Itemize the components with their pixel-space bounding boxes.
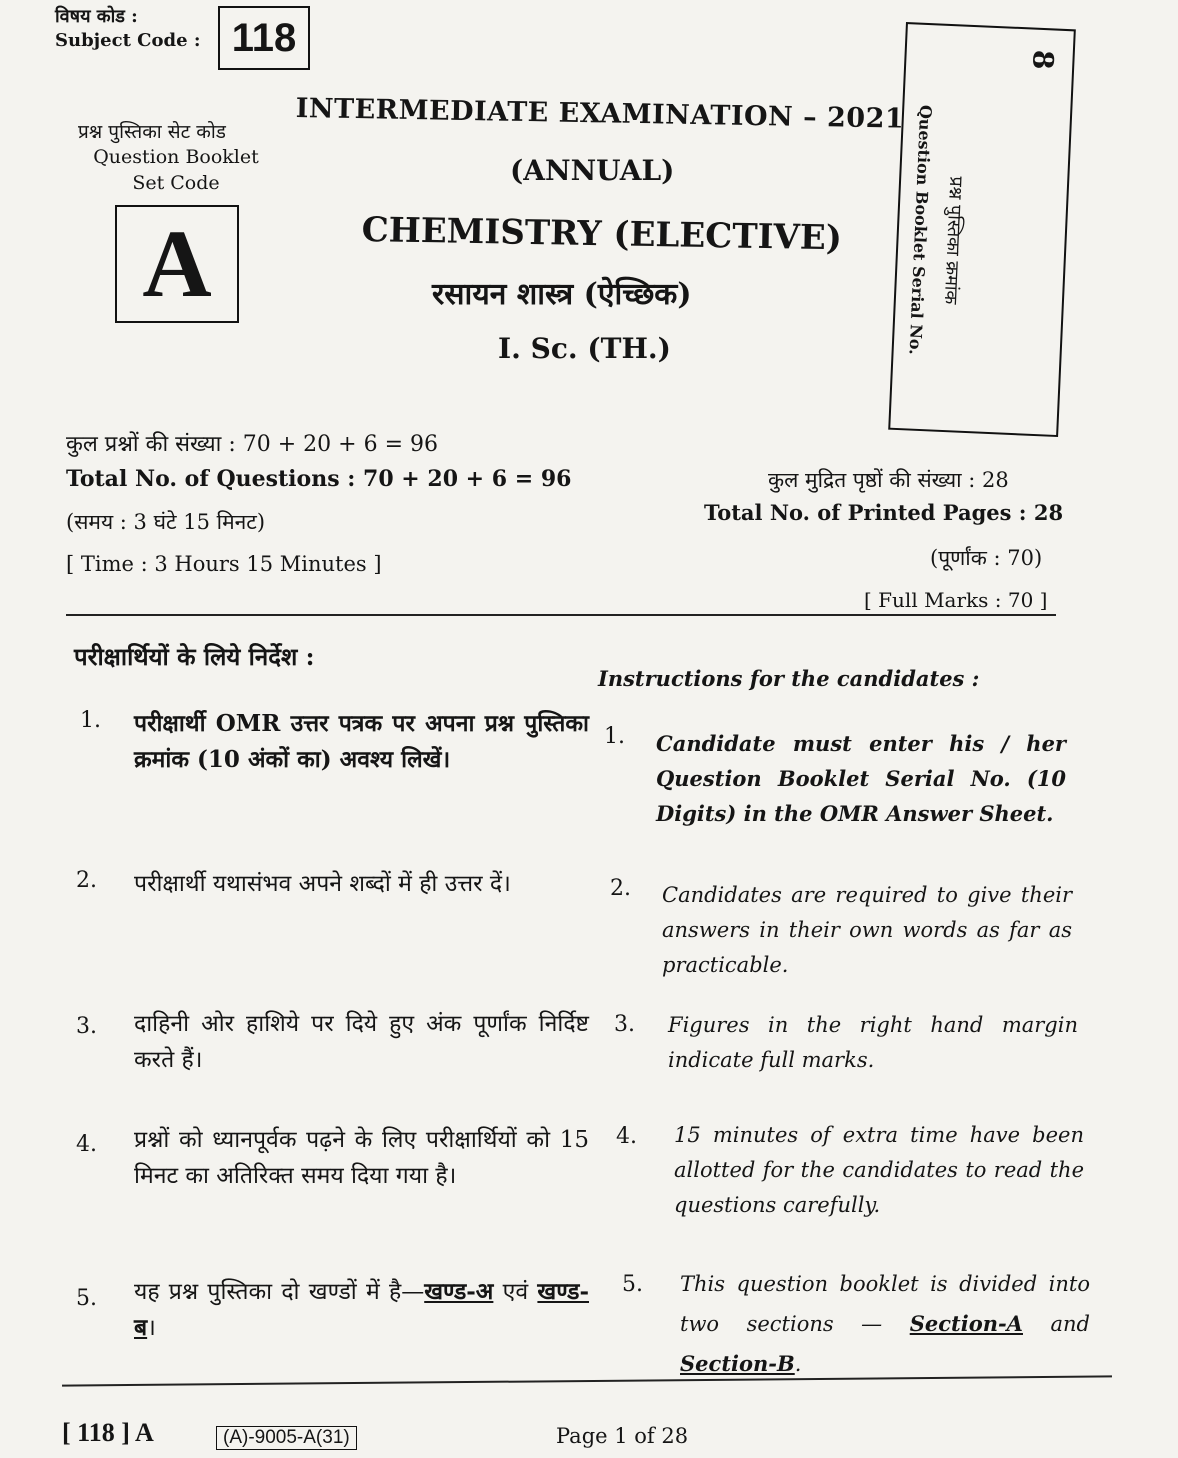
- item-number: 2.: [76, 868, 97, 893]
- printed-pages-hi: कुल मुद्रित पृष्ठों की संख्या : 28: [768, 468, 1009, 492]
- section-a-label-hi: खण्ड-अ: [424, 1278, 494, 1305]
- instruction-en-4: 15 minutes of extra time have been allotted for the candidates to read the questions carefully.: [674, 1123, 1084, 1217]
- instruction-en-1: Candidate must enter his / her Question Booklet Serial No. (10 Digits) in the OMR Answer Sheet.: [656, 731, 1066, 826]
- set-code-label-line2: Set Code: [132, 172, 220, 194]
- item-number: 4.: [616, 1124, 637, 1149]
- item-number: 5.: [622, 1272, 643, 1297]
- section-a-label: Section-A: [909, 1311, 1023, 1336]
- section-b-label-hi: खण्ड-ब: [134, 1278, 589, 1341]
- total-questions: Total No. of Questions : 70 + 20 + 6 = 96: [66, 466, 572, 492]
- exam-type: (ANNUAL): [510, 154, 675, 187]
- instruction-hi-2: परीक्षार्थी यथासंभव अपने शब्दों में ही उत्तर दें।: [134, 871, 511, 897]
- instruction-hi-5-text: यह प्रश्न पुस्तिका दो खण्डों में है—: [134, 1279, 425, 1305]
- instruction-en-5: [680, 1264, 1090, 1384]
- instructions-heading: Instructions for the candidates :: [598, 666, 980, 691]
- serial-number: 8: [1025, 49, 1060, 75]
- instruction-hi-5-text: ।: [147, 1315, 156, 1341]
- item-number: 1.: [604, 724, 625, 749]
- instruction-hi-5-text: एवं: [493, 1279, 538, 1305]
- instruction-en-5-text: .: [794, 1352, 802, 1376]
- item-number: 4.: [76, 1132, 97, 1157]
- footer-code: [ 118 ] A: [62, 1418, 154, 1447]
- time-hi: (समय : 3 घंटे 15 मिनट): [66, 510, 266, 534]
- item-number: 5.: [76, 1286, 97, 1311]
- full-marks-hi: (पूर्णांक : 70): [930, 546, 1043, 570]
- section-b-label: Section-B: [680, 1351, 795, 1376]
- subject-code-label: Subject Code :: [55, 30, 201, 51]
- instruction-en-5-text: and: [1022, 1312, 1090, 1336]
- set-code-label-hi: प्रश्न पुस्तिका सेट कोड: [78, 121, 226, 143]
- divider: [66, 614, 1056, 616]
- set-code-label-line1: Question Booklet: [93, 146, 259, 168]
- total-questions-hi: कुल प्रश्नों की संख्या : 70 + 20 + 6 = 96: [66, 432, 438, 457]
- subject-code-box: 118: [218, 6, 310, 70]
- page-number: Page 1 of 28: [556, 1424, 689, 1448]
- instruction-hi-5: [134, 1274, 589, 1346]
- subject-title-hi: रसायन शास्त्र (ऐच्छिक): [432, 277, 692, 312]
- instruction-en-2: Candidates are required to give their answers in their own words as far as practicable.: [662, 883, 1072, 977]
- full-marks: [ Full Marks : 70 ]: [864, 588, 1048, 612]
- instruction-hi-4: प्रश्नों को ध्यानपूर्वक पढ़ने के लिए परीक्षार्थियों को 15 मिनट का अतिरिक्त समय दिया गया है।: [134, 1127, 589, 1189]
- instruction-hi-3: दाहिनी ओर हाशिये पर दिये हुए अंक पूर्णांक निर्दिष्ट करते हैं।: [134, 1011, 589, 1073]
- instruction-en-5-text: This question booklet is divided into two sections —: [680, 1272, 1090, 1336]
- subject-code-label-hi: विषय कोड :: [55, 6, 138, 27]
- item-number: 3.: [76, 1014, 97, 1039]
- printed-pages: Total No. of Printed Pages : 28: [704, 500, 1064, 525]
- course-name: I. Sc. (TH.): [498, 332, 671, 365]
- serial-label: Question Booklet Serial No.: [905, 104, 936, 356]
- subject-title: CHEMISTRY (ELECTIVE): [361, 210, 843, 259]
- exam-title: INTERMEDIATE EXAMINATION – 2021: [295, 93, 905, 135]
- serial-label-hi: प्रश्न पुस्तिका क्रमांक: [939, 175, 967, 305]
- serial-number-box: [888, 22, 1076, 437]
- item-number: 1.: [80, 708, 101, 733]
- set-code-box: A: [115, 205, 239, 323]
- footer-reference: (A)-9005-A(31): [216, 1426, 357, 1450]
- time: [ Time : 3 Hours 15 Minutes ]: [66, 552, 382, 576]
- instruction-hi-1: परीक्षार्थी OMR उत्तर पत्रक पर अपना प्रश्न पुस्तिका क्रमांक (10 अंकों का) अवश्य लिखें।: [134, 710, 589, 773]
- item-number: 3.: [614, 1012, 635, 1037]
- instructions-heading-hi: परीक्षार्थियों के लिये निर्देश :: [74, 642, 315, 671]
- item-number: 2.: [610, 876, 631, 901]
- instruction-en-3: Figures in the right hand margin indicate full marks.: [668, 1013, 1078, 1072]
